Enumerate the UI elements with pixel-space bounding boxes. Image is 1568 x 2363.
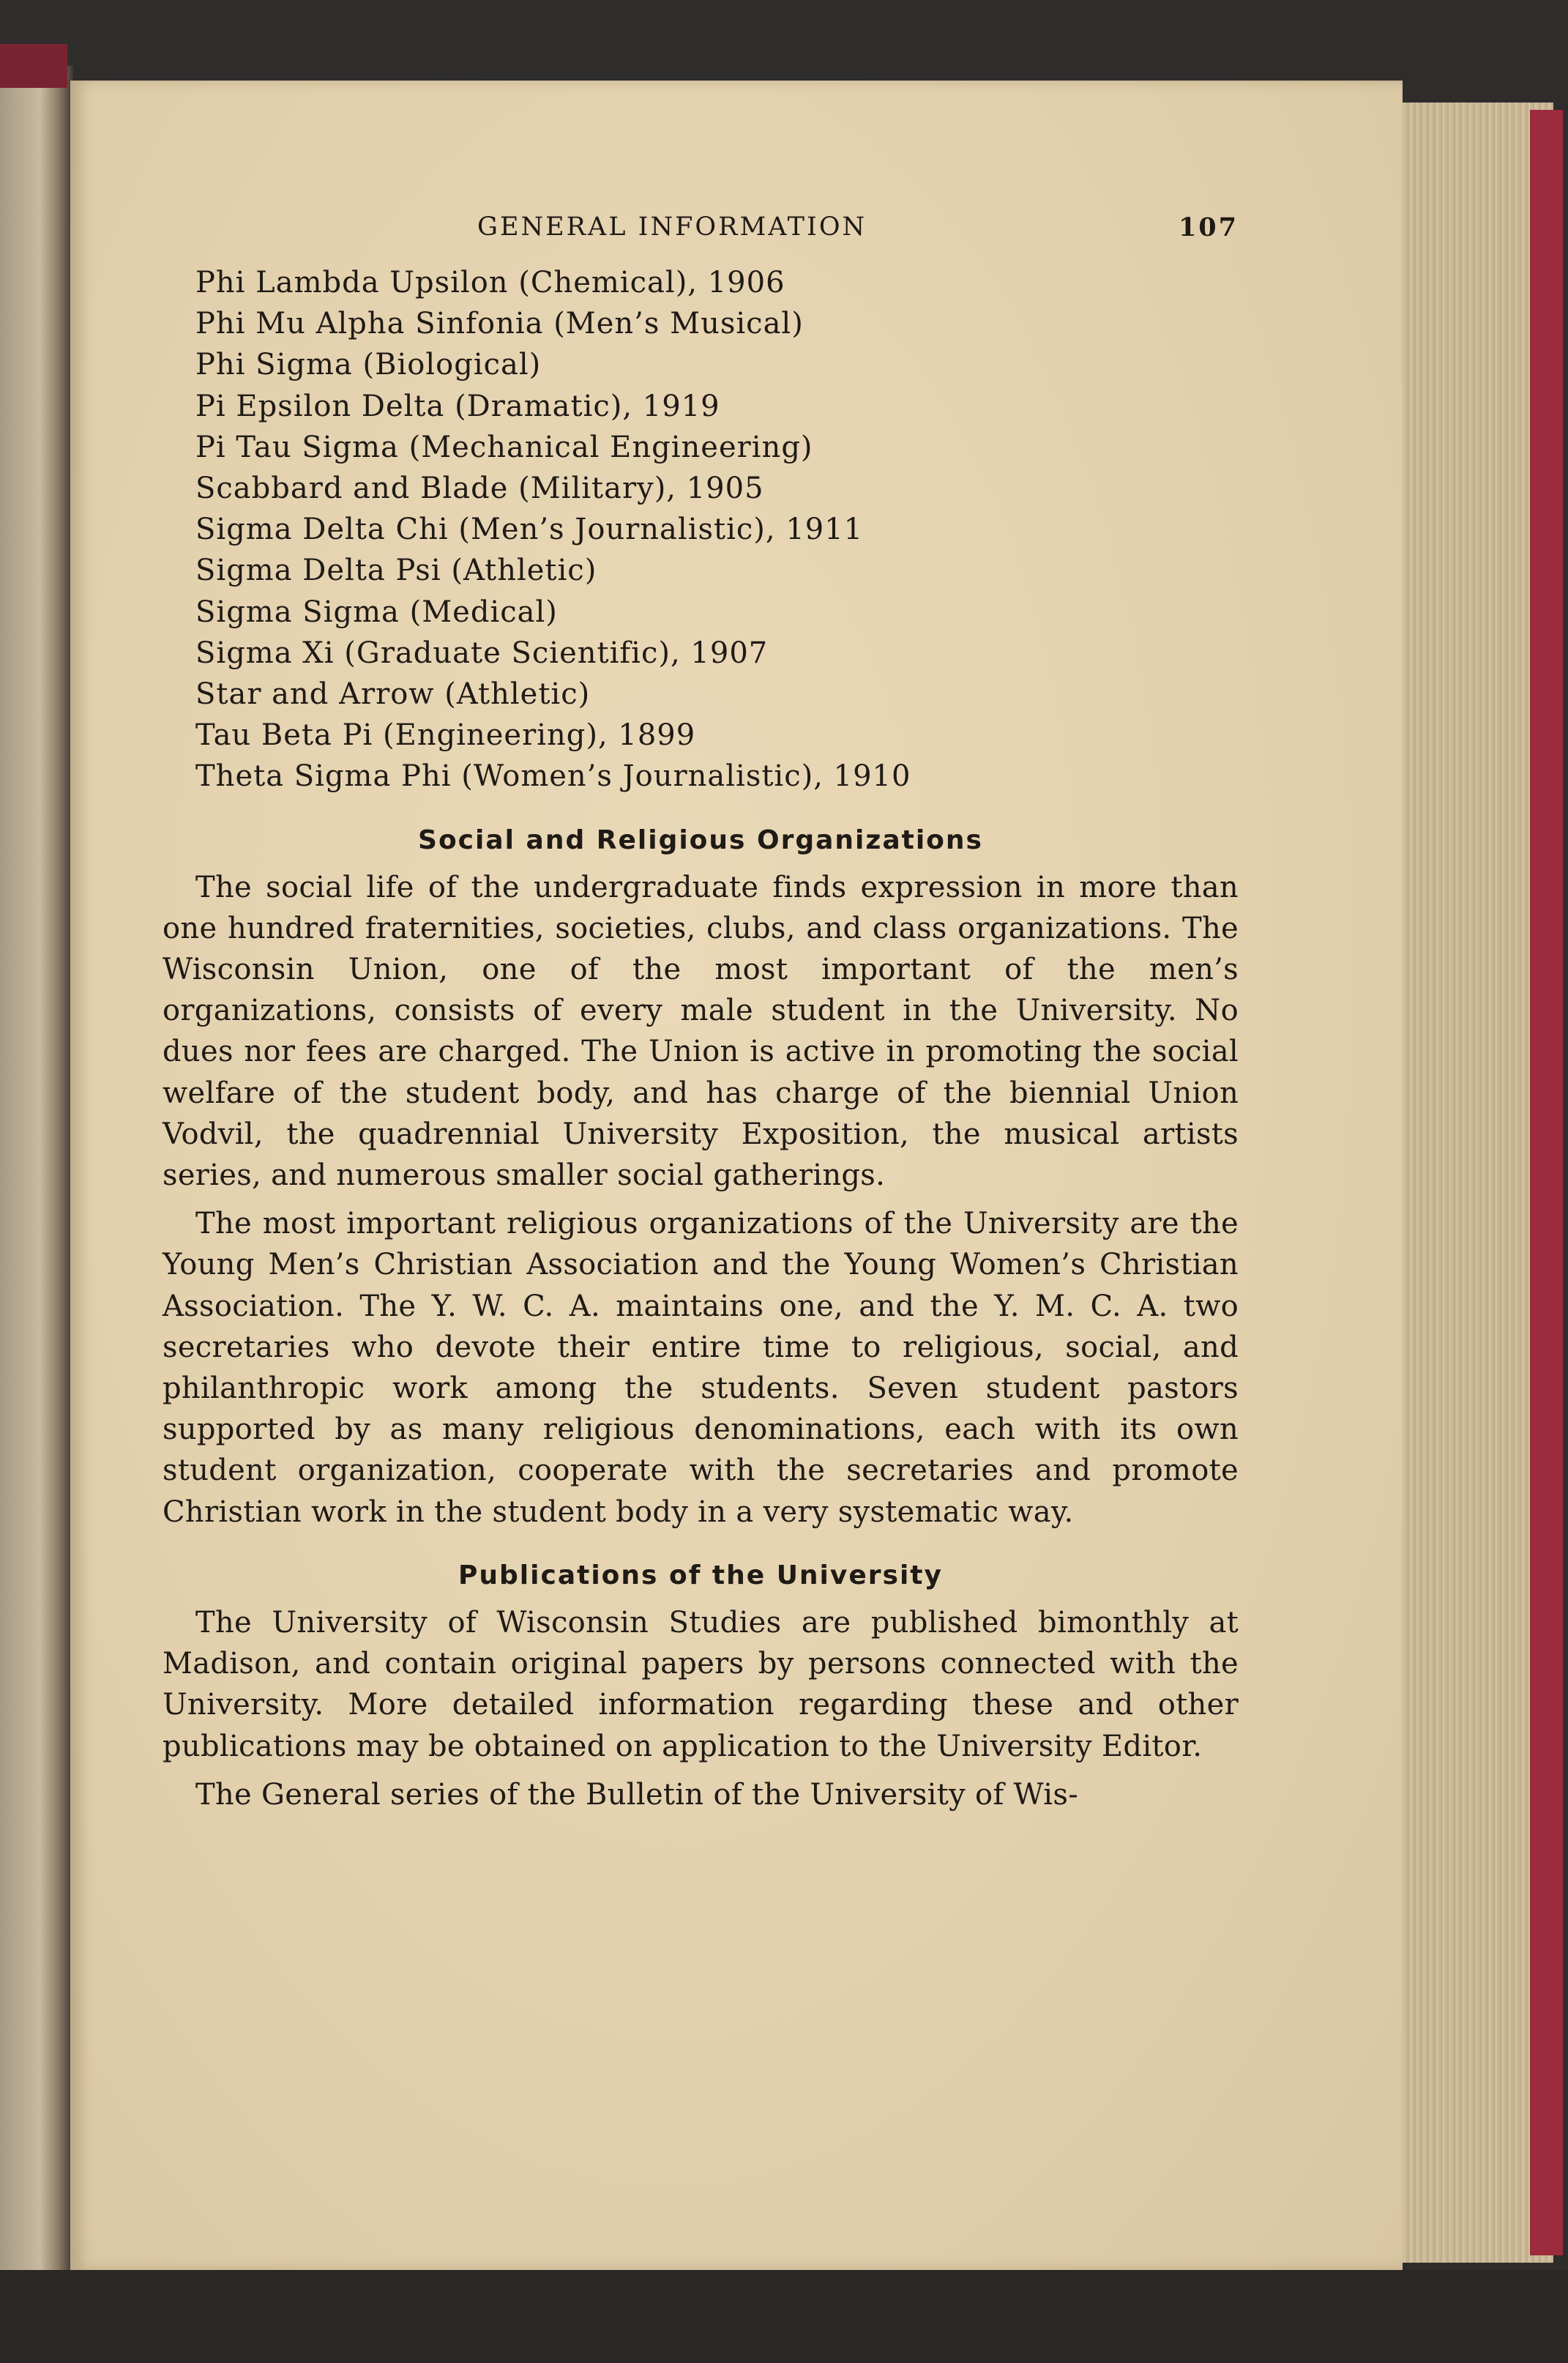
publications-section-heading: Publications of the University bbox=[458, 1560, 943, 1590]
list-item: Sigma Delta Chi (Men’s Journalistic), 1911 bbox=[195, 513, 864, 547]
bulletin-paragraph: The General series of the Bulletin of the University of Wis- bbox=[195, 1777, 1079, 1812]
list-item: Sigma Xi (Graduate Scientific), 1907 bbox=[195, 636, 769, 670]
list-item: Sigma Delta Psi (Athletic) bbox=[195, 554, 597, 588]
social-paragraph: The social life of the undergraduate finds expression in more than one hundred fraternities, societies, clubs, and class organizations. The Wisconsin Union, one of the most important of the men’s organizations, consists of every male student in the University. No dues nor fees are charged. The Union is active in promoting the social welfare of the student body, and has charge of the biennial Union Vodvil, the quadrennial University Exposition, the musical artists series, and numerous smaller social gatherings. bbox=[163, 870, 1239, 1193]
list-item: Star and Arrow (Athletic) bbox=[195, 677, 591, 712]
list-item: Pi Epsilon Delta (Dramatic), 1919 bbox=[195, 389, 720, 423]
running-title: GENERAL INFORMATION bbox=[477, 212, 867, 242]
book-cover-corner bbox=[0, 44, 67, 88]
social-section-heading: Social and Religious Organizations bbox=[418, 825, 983, 855]
page-number: 107 bbox=[1178, 212, 1239, 242]
list-item: Phi Mu Alpha Sinfonia (Men’s Musical) bbox=[195, 307, 804, 341]
organization-list bbox=[195, 262, 1239, 797]
list-item: Sigma Sigma (Medical) bbox=[195, 595, 558, 629]
list-item: Tau Beta Pi (Engineering), 1899 bbox=[195, 718, 696, 753]
list-item: Phi Lambda Upsilon (Chemical), 1906 bbox=[195, 266, 785, 299]
publications-paragraph: The University of Wisconsin Studies are published bimonthly at Madison, and contain original papers by persons connected with the University. More detailed information regarding these and other publications may be obtained on application to the University Editor. bbox=[163, 1605, 1239, 1763]
book-cover-edge bbox=[1530, 110, 1563, 2255]
running-header bbox=[163, 212, 1239, 256]
religious-paragraph: The most important religious organizations of the University are the Young Men’s Christian Association and the Young Women’s Christian Association. The Y. W. C. A. maintains one, and the Y. M. C. A. two secretaries who devote their entire time to religious, social, and philanthropic work among the students. Seven student pastors supported by as many religious denominations, each with its own student organization, cooperate with the secretaries and promote Christian work in the student body in a very systematic way. bbox=[163, 1207, 1239, 1529]
list-item: Theta Sigma Phi (Women’s Journalistic), 1910 bbox=[195, 759, 911, 794]
list-item: Scabbard and Blade (Military), 1905 bbox=[195, 472, 764, 506]
list-item: Phi Sigma (Biological) bbox=[195, 348, 542, 382]
scan-bottom-margin bbox=[0, 2270, 1568, 2363]
previous-page-edge bbox=[0, 66, 73, 2277]
page-content bbox=[163, 212, 1239, 1815]
list-item: Pi Tau Sigma (Mechanical Engineering) bbox=[195, 430, 813, 464]
